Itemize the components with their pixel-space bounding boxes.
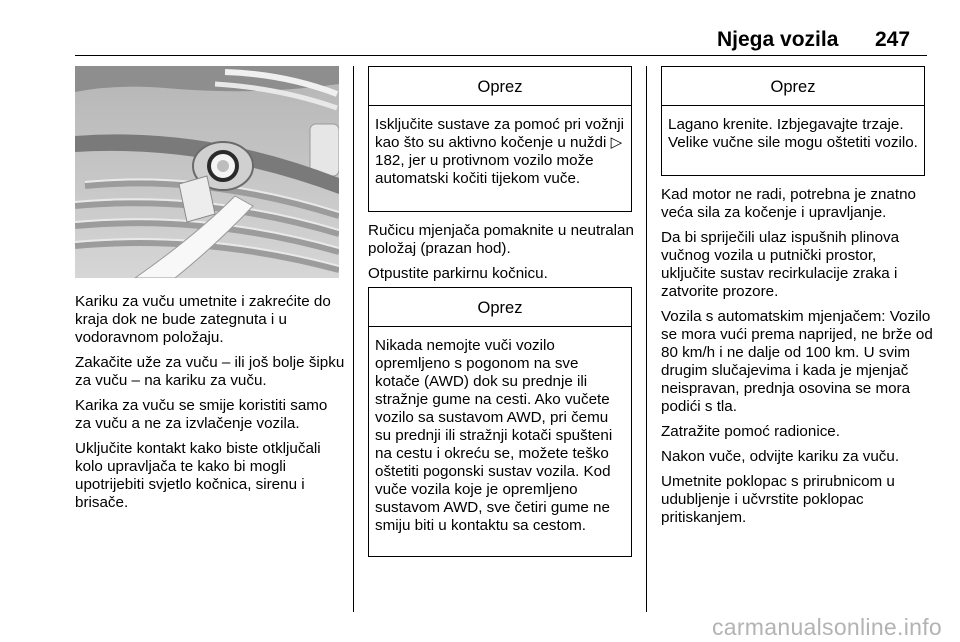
column-3-text bbox=[661, 186, 933, 534]
page-number: 247 bbox=[875, 28, 911, 51]
column-divider-1 bbox=[353, 66, 354, 612]
caution-body: Nikada nemojte vuči vozilo opremljeno s pogonom na sve kotače (AWD) dok su prednje ili stražnje gume na cesti. Ako vučete vozilo sa sustavom AWD, pri čemu su prednji ili stražnji kotači spušteni na cestu i okreću se, možete teško oštetiti pogonski sustav vozila. Kod vuče vozila koje je opremljeno sustavom AWD, sve četiri gume ne smiju biti u kontaktu sa cestom. bbox=[375, 337, 613, 534]
caution-body: Lagano krenite. Izbjegavajte trzaje. Velike vučne sile mogu oštetiti vozilo. bbox=[668, 116, 918, 151]
paragraph: Kariku za vuču umetnite i zakrećite do kraja dok ne bude zategnuta i u vodoravnom položaju. bbox=[75, 293, 331, 346]
paragraph: Uključite kontakt kako biste otključali kolo upravljača te kako bi mogli upotrijebiti svjetlo kočnica, sirenu i brisače. bbox=[75, 440, 321, 511]
caution-text: Isključite sustave za pomoć pri vožnji kao što su aktivno kočenje u nuždi bbox=[375, 116, 625, 151]
page-title: Njega vozila bbox=[717, 28, 839, 51]
paragraph: Da bi spriječili ulaz ispušnih plinova vučnog vozila u putnički prostor, uključite sustav recirkulacije zraka i zatvorite prozore. bbox=[661, 229, 900, 300]
caution-box-start-gently bbox=[661, 66, 925, 176]
column-divider-2 bbox=[646, 66, 647, 612]
caution-text: 182, jer u protivnom vozilo može automatski kočiti tijekom vuče. bbox=[375, 152, 594, 187]
caution-box-awd bbox=[368, 287, 632, 557]
paragraph: Umetnite poklopac s prirubnicom u udubljenje i učvrstite poklopac pritiskanjem. bbox=[661, 473, 895, 526]
caution-heading: Oprez bbox=[662, 67, 924, 106]
watermark: carmanualsonline.info bbox=[711, 614, 942, 640]
caution-heading: Oprez bbox=[369, 288, 631, 327]
paragraph: Otpustite parkirnu kočnicu. bbox=[368, 265, 548, 282]
paragraph: Kad motor ne radi, potrebna je znatno veća sila za kočenje i upravljanje. bbox=[661, 186, 916, 221]
triangle-reference-icon: ▷ bbox=[610, 134, 623, 151]
paragraph: Nakon vuče, odvijte kariku za vuču. bbox=[661, 448, 900, 465]
caution-body bbox=[369, 106, 631, 196]
paragraph: Vozila s automatskim mjenjačem: Vozilo se mora vući prema naprijed, ne brže od 80 km/h i ne dalje od 100 km. U svim drugim slučajevima i kada je mjenjač neispravan, prednja osovina se mora podići s tla. bbox=[661, 308, 933, 415]
header-rule bbox=[75, 55, 927, 56]
tow-eye-photo bbox=[75, 66, 339, 278]
tow-eye-illustration bbox=[75, 66, 339, 278]
paragraph: Ručicu mjenjača pomaknite u neutralan položaj (prazan hod). bbox=[368, 222, 634, 257]
column-1-text bbox=[75, 293, 345, 519]
column-2-text bbox=[368, 222, 638, 290]
caution-heading: Oprez bbox=[369, 67, 631, 106]
paragraph: Zatražite pomoć radionice. bbox=[661, 423, 840, 440]
caution-box-driver-assist bbox=[368, 66, 632, 212]
paragraph: Karika za vuču se smije koristiti samo za vuču a ne za izvlačenje vozila. bbox=[75, 397, 328, 432]
paragraph: Zakačite uže za vuču – ili još bolje šipku za vuču – na kariku za vuču. bbox=[75, 354, 345, 389]
